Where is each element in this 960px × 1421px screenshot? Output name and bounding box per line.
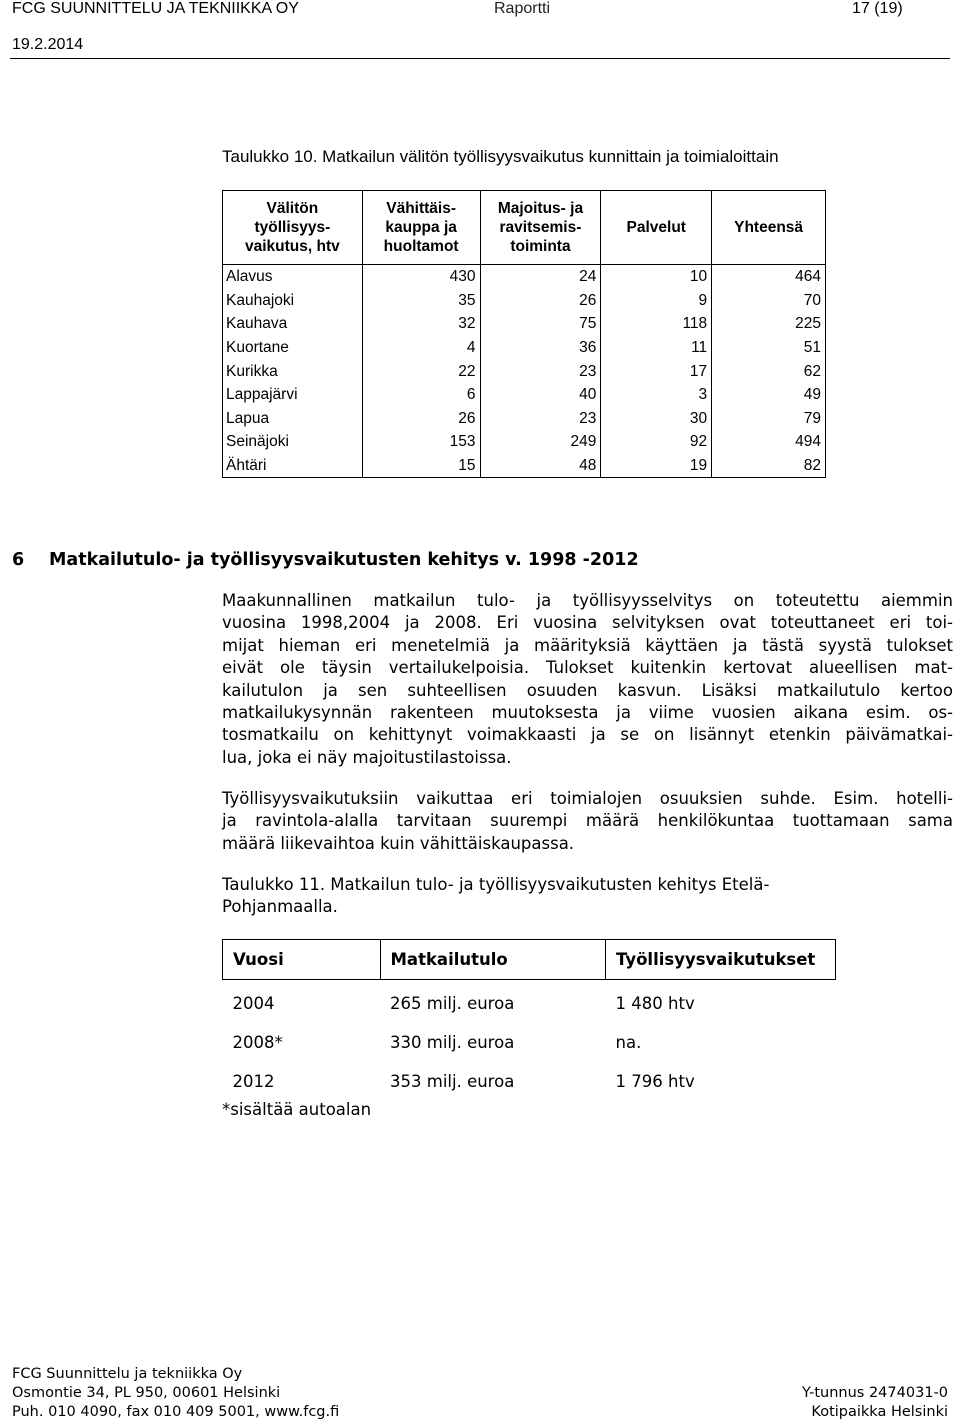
footer-business-id: Y-tunnus 2474031-0: [801, 1385, 948, 1401]
table-cell: 249: [480, 430, 601, 454]
table-cell: Lappajärvi: [223, 383, 363, 407]
table-cell: Kuortane: [223, 336, 363, 360]
table-row: [223, 454, 826, 478]
table-cell: 48: [480, 454, 601, 478]
table-cell: 153: [362, 430, 480, 454]
table-cell: Lapua: [223, 407, 363, 431]
table-cell: 35: [362, 289, 480, 313]
table-cell: 430: [362, 265, 480, 289]
text-line: kailutulon ja sen suhteellisen osuuden kasvun. Lisäksi matkailutulo kertoo: [222, 680, 953, 700]
table-cell: 2004: [232, 994, 275, 1013]
table-cell: 36: [480, 336, 601, 360]
table-cell: na.: [615, 1033, 642, 1052]
section-number: 6: [12, 550, 25, 570]
table-cell: 330 milj. euroa: [390, 1033, 515, 1052]
footer-contact: Puh. 010 4090, fax 010 409 5001, www.fcg.fi: [12, 1404, 340, 1420]
table-cell: 1 796 htv: [615, 1072, 695, 1091]
table-cell: 40: [480, 383, 601, 407]
table-cell: 26: [362, 407, 480, 431]
table10-header-cell: Majoitus- ja ravitsemis- toiminta: [480, 191, 601, 265]
table-cell: 26: [480, 289, 601, 313]
table-row: [223, 289, 826, 313]
table-cell: 10: [601, 265, 712, 289]
table10-header-row: [223, 191, 826, 265]
table-row: [223, 1062, 836, 1101]
table-cell: 24: [480, 265, 601, 289]
table-cell: 82: [712, 454, 826, 478]
table-cell: 49: [712, 383, 826, 407]
table10-header-cell: Yhteensä: [712, 191, 826, 265]
header-page-number: 17 (19): [852, 0, 903, 17]
table-cell: 51: [712, 336, 826, 360]
text-line: vuosina 1998,2004 ja 2008. Eri vuosina selvityksen ovat toteuttaneet eri toi-: [222, 613, 953, 633]
table11-caption: [222, 874, 922, 919]
paragraph-1: [222, 590, 953, 769]
table-cell: Seinäjoki: [223, 430, 363, 454]
text-line: Maakunnallinen matkailun tulo- ja työllisyysselvitys on toteutettu aiemmin: [222, 591, 953, 610]
text-line: tosmatkailu on kehittynyt voimakkaasti ja se on lisännyt etenkin päivämatkai-: [222, 725, 953, 745]
paragraph-2: [222, 788, 953, 855]
table11-header-cell: Työllisyysvaikutukset: [606, 940, 836, 980]
table-cell: 17: [601, 359, 712, 383]
text-line: Taulukko 11. Matkailun tulo- ja työllisyysvaikutusten kehitys Etelä-: [222, 875, 770, 894]
table-cell: 32: [362, 312, 480, 336]
table10-header-cell: Vähittäis- kauppa ja huoltamot: [362, 191, 480, 265]
text-line: mijat hieman eri menetelmiä ja määrityksiä käyttäen ja tästä syystä tulokset: [222, 635, 953, 655]
footer-address: Osmontie 34, PL 950, 00601 Helsinki: [12, 1385, 281, 1401]
text-line: ja ravintola-alalla tarvitaan suurempi määrä henkilökuntaa tuottamaan sama: [222, 811, 953, 831]
header-divider: [10, 58, 950, 59]
table-cell: 6: [362, 383, 480, 407]
table-row: [223, 1023, 836, 1062]
table-cell: 23: [480, 407, 601, 431]
table-row: [223, 383, 826, 407]
table-cell: 353 milj. euroa: [390, 1072, 515, 1091]
table-cell: 30: [601, 407, 712, 431]
table-cell: 19: [601, 454, 712, 478]
header-company: FCG SUUNNITTELU JA TEKNIIKKA OY: [12, 0, 299, 17]
table11-header-cell: Matkailutulo: [380, 940, 606, 980]
table-cell: 92: [601, 430, 712, 454]
table-cell: 23: [480, 359, 601, 383]
text-line: Pohjanmaalla.: [222, 897, 338, 917]
header-doc-type: Raportti: [494, 0, 551, 17]
table-cell: 225: [712, 312, 826, 336]
table-row: [223, 430, 826, 454]
table-cell: 3: [601, 383, 712, 407]
text-line: lua, joka ei näy majoitustilastoissa.: [222, 747, 512, 767]
table11-note: *sisältää autoalan: [222, 1100, 372, 1119]
table-cell: 494: [712, 430, 826, 454]
table-row: [223, 265, 826, 289]
table-row: [223, 980, 836, 1024]
table-row: [223, 359, 826, 383]
footer-domicile: Kotipaikka Helsinki: [811, 1404, 948, 1420]
text-line: Työllisyysvaikutuksiin vaikuttaa eri toimialojen osuuksien suhde. Esim. hotelli-: [222, 789, 953, 808]
text-line: määrä liikevaihtoa kuin vähittäiskaupassa.: [222, 833, 575, 853]
table10-caption: Taulukko 10. Matkailun välitön työllisyysvaikutus kunnittain ja toimialoittain: [222, 147, 779, 166]
table-cell: Kauhajoki: [223, 289, 363, 313]
table-cell: Alavus: [223, 265, 363, 289]
table-cell: 11: [601, 336, 712, 360]
table-cell: 1 480 htv: [615, 994, 695, 1013]
table-cell: 265 milj. euroa: [390, 994, 515, 1013]
table10-header-cell: Välitön työllisyys- vaikutus, htv: [223, 191, 363, 265]
table-cell: 2008*: [232, 1033, 283, 1052]
table-cell: 464: [712, 265, 826, 289]
table-cell: 70: [712, 289, 826, 313]
table11-header-cell: Vuosi: [223, 940, 381, 980]
table-cell: 75: [480, 312, 601, 336]
table-cell: 2012: [232, 1072, 275, 1091]
table-cell: 79: [712, 407, 826, 431]
table-cell: 22: [362, 359, 480, 383]
text-line: eivät ole täysin vertailukelpoisia. Tulokset kuitenkin kertovat alueellisen mat-: [222, 658, 953, 678]
table10-header-cell: Palvelut: [601, 191, 712, 265]
footer-company: FCG Suunnittelu ja tekniikka Oy: [12, 1366, 243, 1382]
table11: [222, 939, 836, 1101]
table-cell: 9: [601, 289, 712, 313]
text-line: matkailukysynnän rakenteen muutoksesta ja viime vuosien aikana esim. os-: [222, 703, 953, 723]
table-row: [223, 312, 826, 336]
header-date: 19.2.2014: [12, 36, 84, 53]
table-cell: 4: [362, 336, 480, 360]
section-title: Matkailutulo- ja työllisyysvaikutusten kehitys v. 1998 -2012: [49, 550, 639, 570]
table10: [222, 190, 826, 478]
table-cell: 62: [712, 359, 826, 383]
table-row: [223, 407, 826, 431]
table-row: [223, 336, 826, 360]
table-cell: Ähtäri: [223, 454, 363, 478]
table-cell: Kurikka: [223, 359, 363, 383]
table-cell: Kauhava: [223, 312, 363, 336]
table-cell: 118: [601, 312, 712, 336]
table-cell: 15: [362, 454, 480, 478]
table11-header-row: [223, 940, 836, 980]
